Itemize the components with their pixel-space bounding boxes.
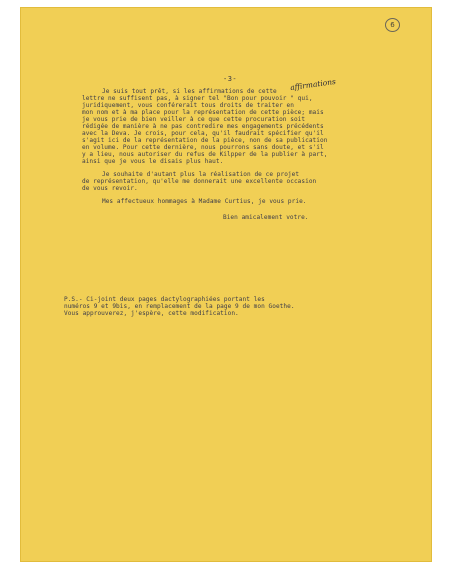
archive-number: 6 <box>385 18 400 32</box>
closing-line: Bien amicalement votre. <box>223 214 309 221</box>
text-line: ainsi que je vous le disais plus haut. <box>82 158 224 165</box>
text-line: je vous prie de bien veiller à ce que cette procuration soit <box>82 116 306 123</box>
handwritten-annotation: affirmations <box>289 76 337 93</box>
text-line: en volume. Pour cette dernière, nous pourrons sans doute, et s'il <box>82 144 324 151</box>
text-line: y a lieu, nous autoriser du refus de Kilpper de la publier à part, <box>82 151 328 158</box>
postscript-line: Vous approuverez, j'espère, cette modification. <box>64 310 239 317</box>
text-line: Je suis tout prêt, si les affirmations de cette <box>102 88 277 95</box>
text-line: lettre ne suffisent pas, à signer tel "Bon pour pouvoir " qui, <box>82 95 313 102</box>
text-line: mon nom et à ma place pour la représentation de cette pièce; mais <box>82 109 324 116</box>
text-line: avec la Deva. Je crois, pour cela, qu'il faudrait spécifier qu'il <box>82 130 324 137</box>
postscript-line: P.S.- Ci-joint deux pages dactylographiées portant les <box>64 296 265 303</box>
text-line: de vous revoir. <box>82 185 138 192</box>
text-line: Mes affectueux hommages à Madame Curtius, je vous prie. <box>102 198 307 205</box>
text-line: s'agit ici de la représentation de la pièce, non de sa publication <box>82 137 328 144</box>
postscript-line: numéros 9 et 9bis, en remplacement de la page 9 de mon Goethe. <box>64 303 295 310</box>
text-line: Je souhaite d'autant plus la réalisation de ce projet <box>102 171 300 178</box>
text-line: juridiquement, vous conférerait tous droits de traiter en <box>82 102 294 109</box>
page-number: -3- <box>223 75 238 83</box>
letter-page <box>20 7 432 562</box>
text-line: de représentation, qu'elle me donnerait une excellente occasion <box>82 178 317 185</box>
text-line: rédigée de manière à ne pas contredire mes engagements précédents <box>82 123 324 130</box>
